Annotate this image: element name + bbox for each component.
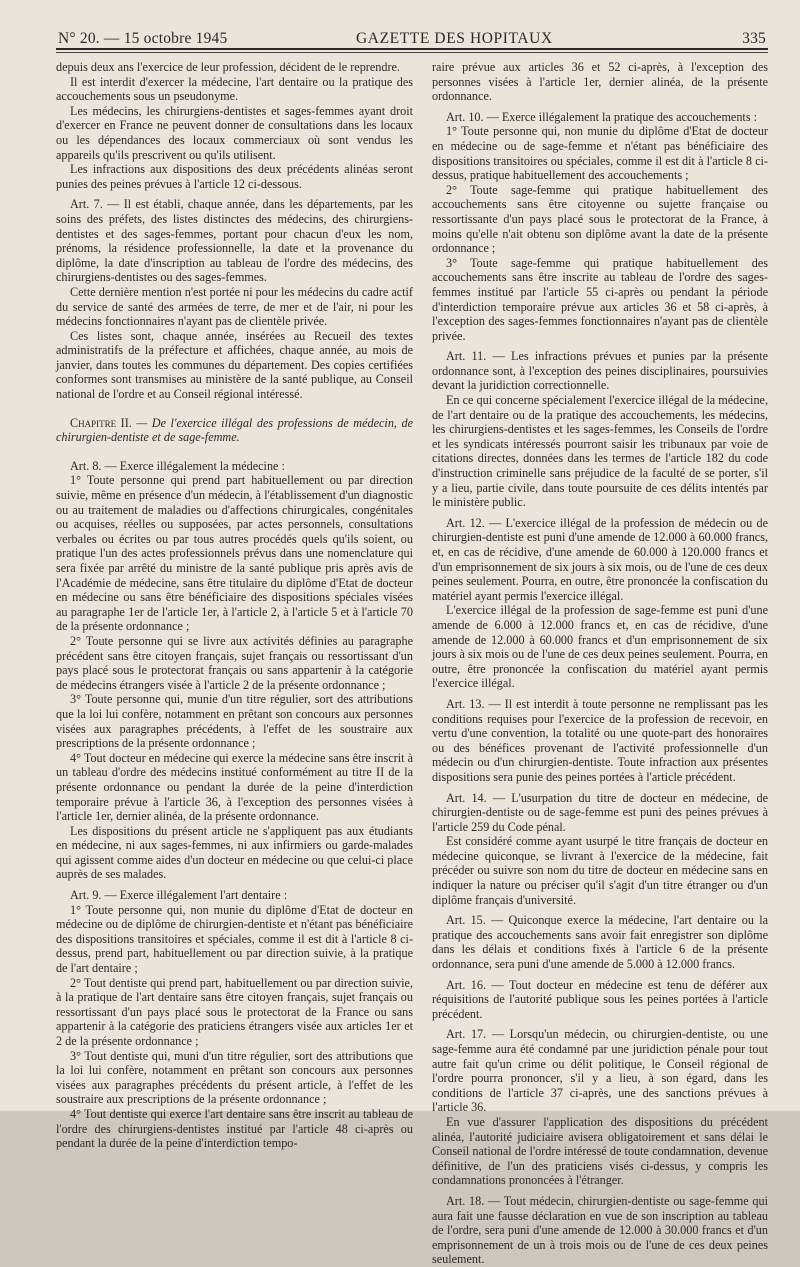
article-paragraph: Art. 11. — Les infractions prévues et punies par la présente ordonnance sont, à l'exception des peines disciplinaires, poursuivies devant la juridiction correctionnelle.: [432, 349, 768, 393]
paragraph: 3° Toute personne qui, munie d'un titre régulier, sort des attributions que la loi lui confère, notamment en prêtant son concours aux personnes visées aux paragraphes précédents, à l'effet de les soustraire aux prescriptions de la présente ordonnance ;: [56, 692, 413, 751]
paragraph: raire prévue aux articles 36 et 52 ci-après, à l'exception des personnes visées à l'article 1er, dernier alinéa, de la présente ordonnance.: [432, 60, 768, 104]
article-paragraph: Art. 13. — Il est interdit à toute personne ne remplissant pas les conditions requises pour l'exercice de la profession de recevoir, en vertu d'une convention, la totalité ou une quote-part des honoraires ou des bénéfices provenant de l'activité professionnelle d'un médecin ou d'un chirurgien-dentiste. Toute infraction aux présentes dispositions sera punie des peines portées à l'article précédent.: [432, 696, 768, 784]
chapter-label: Chapitre II.: [70, 415, 132, 430]
paragraph: 2° Toute sage-femme qui pratique habituellement des accouchements sans être citoyenne ou sujette française ou ressortissante d'un pays placé sous le protectorat de la France, à moins qu'elle n'ait obtenu son diplôme avant la date de la présente ordonnance ;: [432, 182, 768, 256]
header-rule: [56, 52, 768, 53]
paragraph: Les dispositions du présent article ne s'appliquent pas aux étudiants en médecine, ni aux sages-femmes, ni aux infirmiers ou garde-malades qui agissent comme aides d'un docteur en médecine ou que celui-ci place auprès de ses malades.: [56, 823, 413, 882]
paragraph: Ces listes sont, chaque année, insérées au Recueil des textes administratifs de la préfecture et affichées, chaque année, au mois de janvier, dans toutes les communes du département. Des copies certifiées conformes sont transmises au ministère de la santé publique, au Conseil national de l'ordre et au Conseil régional intéressé.: [56, 328, 413, 402]
article-paragraph: Art. 9. — Exerce illégalement l'art dentaire :: [70, 888, 288, 903]
page-header: [56, 22, 768, 50]
paragraph: 2° Tout dentiste qui prend part, habituellement ou par direction suivie, à la pratique de l'art dentaire sans être citoyen français, sujet français ou ressortissant d'un pays placé sous le protectorat de la France ou sans appartenir à la catégorie des praticiens étrangers visée aux articles 1er et 2 de la présente ordonnance ;: [56, 975, 413, 1048]
chapter-heading: [56, 416, 413, 445]
issue-date: N° 20. — 15 octobre 1945: [58, 30, 228, 47]
paragraph: Les médecins, les chirurgiens-dentistes et sages-femmes ayant droit d'exercer en France ne peuvent donner de consultations dans les locaux ou les dépendances des locaux commerciaux où sont vendus les appareils qu'ils prescrivent ou qu'ils utilisent.: [56, 103, 413, 162]
article-paragraph: Art. 14. — L'usurpation du titre de docteur en médecine, de chirurgien-dentiste ou de sage-femme est puni des peines prévues à l'article 259 du Code pénal.: [432, 790, 768, 834]
paragraph: 1° Toute personne qui prend part habituellement ou par direction suivie, même en présence d'un médecin, à l'établissement d'un diagnostic ou au traitement de maladies ou d'affections chirurgicales, congénitales ou acquises, réelles ou supposées, par actes personnels, consultations verbales ou écrites ou par tous autres procédés quels qu'ils soient, ou pratique l'un des actes professionnels prévus dans une nomenclature qui sera fixée par arrêté du ministre de la santé publique pris après avis de l'Académie de médecine, sans être titulaire du diplôme d'Etat de docteur en médecine ou sans être bénéficiaire des dispositions spéciales visées au paragraphe 1er de l'article 1er, à l'article 2, à l'article 5 et à l'article 70 de la présente ordonnance ;: [56, 473, 413, 634]
paragraph: 1° Toute personne qui, non munie du diplôme d'Etat de docteur en médecine ou de diplôme de chirurgien-dentiste et n'étant pas bénéficiaire des dispositions transitoires et spéciales, comme il est dit à l'article 8 ci-dessus, prend part, habituellement ou par direction suivie, à la pratique de l'art dentaire ;: [56, 902, 413, 976]
article-paragraph: Art. 15. — Quiconque exerce la médecine, l'art dentaire ou la pratique des accouchements sans avoir fait enregistrer son diplôme dans les délais et conditions fixés à l'article 6 de la présente ordonnance, sera puni d'une amende de 5.000 à 12.000 francs.: [432, 913, 768, 972]
paragraph: 1° Toute personne qui, non munie du diplôme d'Etat de docteur en médecine ou de sage-femme et n'étant pas bénéficiaire des dispositions transitoires ou spéciales, comme il est dit à l'article 8 ci-dessus, pratique habituellement des accouchements ;: [432, 124, 768, 183]
article-paragraph: Art. 16. — Tout docteur en médecine est tenu de déférer aux réquisitions de l'autorité publique sous les peines portées à l'article précédent.: [432, 977, 768, 1021]
paragraph: 2° Toute personne qui se livre aux activités définies au paragraphe précédent sans être citoyen français, sujet français ou ressortissant d'un pays placé sous le protectorat français ou sans appartenir à la catégorie de médecins étrangers visée à l'article 2 de la présente ordonnance ;: [56, 633, 413, 692]
paragraph: Il est interdit d'exercer la médecine, l'art dentaire ou la pratique des accouchements sous un pseudonyme.: [56, 74, 413, 104]
article-paragraph: Art. 12. — L'exercice illégal de la profession de médecin ou de chirurgien-dentiste est puni d'une amende de 12.000 à 60.000 francs, et, en cas de récidive, d'une amende de 60.000 à 120.000 francs et d'un emprisonnement de six jours à six mois, ou de l'une de ces deux peines seulement. Pourra, en outre, être prononcée la confiscation du matériel ayant permis l'exercice illégal.: [432, 515, 768, 603]
article-paragraph: Art. 10. — Exerce illégalement la pratique des accouchements :: [446, 109, 757, 124]
right-column: [432, 60, 768, 1267]
paragraph: Cette dernière mention n'est portée ni pour les médecins du cadre actif du service de santé des armées de terre, de mer et de l'air, ni pour les médecins fonctionnaires n'ayant pas de clientèle privée.: [56, 284, 413, 329]
paragraph: 3° Tout dentiste qui, muni d'un titre régulier, sort des attributions que la loi lui confère, notamment en prêtant son concours aux personnes visées aux paragraphes précédents du présent article, à l'effet de les soustraire aux prescriptions de la présente ordonnance ;: [56, 1048, 413, 1107]
left-column: [56, 60, 413, 1151]
paragraph: 3° Toute sage-femme qui pratique habituellement des accouchements sans être inscrite au tableau de l'ordre des sages-femmes institué par l'article 55 ci-après ou pendant la période d'interdiction temporaire prévue aux articles 36 et 58 ci-après, à l'exception des sages-femmes fonctionnaires n'ayant pas de clientèle privée.: [432, 255, 768, 343]
article-paragraph: Art. 18. — Tout médecin, chirurgien-dentiste ou sage-femme qui aura fait une fausse déclaration en vue de son inscription au tableau de l'ordre, sera puni d'une amende de 12.000 à 30.000 francs et d'un emprisonnement de un à trois mois ou de l'une de ces deux peines seulement.: [432, 1193, 768, 1267]
paragraph: depuis deux ans l'exercice de leur profession, décident de le reprendre.: [56, 60, 400, 74]
paragraph: L'exercice illégal de la profession de sage-femme est puni d'une amende de 6.000 à 12.000 francs et, en cas de récidive, d'une amende de 12.000 à 60.000 francs et d'un emprisonnement de six jours à six mois ou de l'une de ces deux peines seulement. Pourra, en outre, être prononcée la confiscation du matériel ayant permis l'exercice illégal.: [432, 603, 768, 691]
article-paragraph: Art. 8. — Exerce illégalement la médecine :: [70, 458, 285, 473]
article-paragraph: Art. 17. — Lorsqu'un médecin, ou chirurgien-dentiste, ou une sage-femme aura été condamné par une juridiction pénale pour tout autre fait qu'un crime ou délit politique, le Conseil régional de l'ordre pourra prononcer, s'il y a lieu, à son égard, dans les conditions de l'article 37 ci-après, une des sanctions prévues à l'article 36.: [432, 1027, 768, 1115]
paragraph: En ce qui concerne spécialement l'exercice illégal de la médecine, de l'art dentaire ou de la pratique des accouchements, les médecins, les chirurgiens-dentistes et les sages-femmes, les Conseils de l'ordre et les syndicats intéressés pourront saisir les tribunaux par voie de citations directes, données dans les termes de l'article 182 du code d'instruction criminelle sans préjudice de la faculté de se porter, s'il y a lieu, partie civile, dans toute poursuite de ces délits intentés par le ministère public.: [432, 393, 768, 510]
paragraph: 4° Tout docteur en médecine qui exerce la médecine sans être inscrit à un tableau d'ordre des médecins institué conformément au titre II de la présente ordonnance ou pendant la durée de la peine d'interdiction temporaire prévue à l'article 36, à l'exception des personnes visées à l'article 1er, dernier alinéa, de la présente ordonnance.: [56, 750, 413, 824]
paragraph: Les infractions aux dispositions des deux précédents alinéas seront punies des peines prévues à l'article 12 ci-dessous.: [56, 162, 413, 191]
journal-title: GAZETTE DES HOPITAUX: [356, 30, 553, 47]
page-number: 335: [742, 30, 766, 47]
chapter-title: — De l'exercice illégal des professions de médecin, de chirurgien-dentiste et de sage-femme.: [56, 415, 414, 445]
paragraph: En vue d'assurer l'application des dispositions du précédent alinéa, l'autorité judiciaire avisera obligatoirement et sans délai le Conseil national de l'ordre intéressé de toute condamnation, devenue définitive, de l'un des praticiens visés ci-dessus, y compris les condamnations prononcées à l'étranger.: [432, 1114, 768, 1188]
paragraph: Est considéré comme ayant usurpé le titre français de docteur en médecine quiconque, se livrant à l'exercice de la médecine, fait précéder ou suivre son nom du titre de docteur en médecine sans en indiquer la nature ou préciser qu'il s'agit d'un titre étranger ou d'un diplôme français d'université.: [432, 834, 768, 907]
paragraph: 4° Tout dentiste qui exerce l'art dentaire sans être inscrit au tableau de l'ordre des chirurgiens-dentistes institué par l'article 48 ci-après ou pendant la durée de la peine d'interdiction tempo-: [56, 1106, 413, 1151]
article-paragraph: Art. 7. — Il est établi, chaque année, dans les départements, par les soins des préfets, des listes distinctes des médecins, des chirurgiens-dentistes et des sages-femmes, portant pour chacun d'eux les nom, prénoms, la résidence professionnelle, la date et la provenance du diplôme, la date d'inscription au tableau de l'ordre des médecins, des chirurgiens-dentistes ou des sages-femmes.: [56, 197, 413, 285]
